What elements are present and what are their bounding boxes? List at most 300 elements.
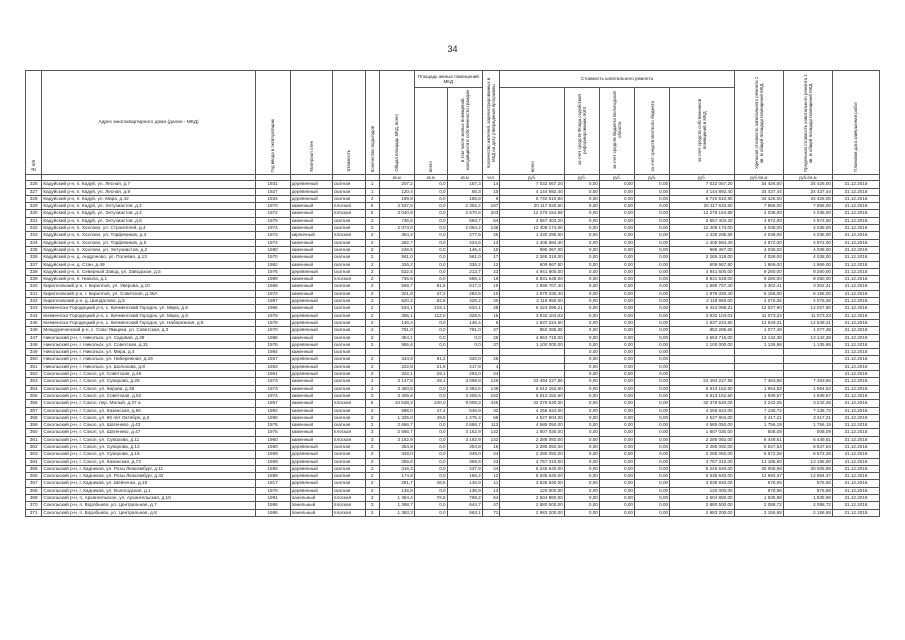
table-cell: панельный xyxy=(290,495,332,502)
table-row xyxy=(26,487,880,494)
table-cell: 0,0 xyxy=(414,509,447,516)
table-cell: 576,65 xyxy=(783,480,832,487)
table-cell: 0,00 xyxy=(635,283,670,290)
table-cell: Сокольский р-н, г. Кадников, ул. Шевченко, д.10 xyxy=(42,480,255,487)
table-cell: деревянный xyxy=(290,195,332,202)
table-cell: 0,0 xyxy=(414,392,447,399)
table-cell: 4 972,00 xyxy=(783,217,832,224)
table-cell: 4 038,00 xyxy=(734,225,783,232)
table-cell: 1 869,00 xyxy=(783,261,832,268)
table-cell: каменный xyxy=(290,414,332,421)
table-cell: 31.12.2018 xyxy=(832,312,879,319)
table-cell: 12 xyxy=(482,261,500,268)
table-cell: 0,00 xyxy=(564,429,599,436)
table-cell: 0,00 xyxy=(564,188,599,195)
table-cell: 31.12.2018 xyxy=(832,181,879,188)
table-cell: 12 408 174,00 xyxy=(500,225,564,232)
table-cell: 0,00 xyxy=(564,312,599,319)
table-cell: 29,1 xyxy=(414,371,447,378)
table-cell: 0,00 xyxy=(599,283,634,290)
table-cell: Никольский р-н, г. Никольск, ул. Набережная, д.29 xyxy=(42,356,255,363)
table-cell xyxy=(500,356,564,363)
table-cell: скатная xyxy=(332,188,365,195)
table-cell: 1 756,19 xyxy=(783,422,832,429)
table-cell: 863,1 xyxy=(447,509,482,516)
table-cell: 336 xyxy=(26,254,42,261)
table-cell: 346 xyxy=(26,327,42,334)
table-cell: 4 144 892,40 xyxy=(670,188,734,195)
col-header-unit-cost: Удельная стоимость капитального ремонта 1 кв. м общей площади помещений МКД xyxy=(734,71,783,175)
table-row xyxy=(26,261,880,268)
table-row xyxy=(26,473,880,480)
table-cell: 6 613 152,60 xyxy=(670,392,734,399)
table-cell: 1970 xyxy=(255,203,290,210)
table-cell: 520,2 xyxy=(379,298,414,305)
table-row xyxy=(26,385,880,392)
table-cell: 0,00 xyxy=(599,414,634,421)
table-cell: 368 xyxy=(26,487,42,494)
table-cell: 31.12.2018 xyxy=(832,487,879,494)
table-cell: скатная xyxy=(332,217,365,224)
table-cell: деревянный xyxy=(290,181,332,188)
table-cell: скатная xyxy=(332,261,365,268)
table-row xyxy=(26,217,880,224)
table-cell: Сокольский р-н, г. Сокол, ул. Суворова, д.15 xyxy=(42,451,255,458)
table-cell: 1 405 584,40 xyxy=(670,239,734,246)
table-cell: 0,00 xyxy=(564,305,599,312)
table-cell: 2 xyxy=(365,480,379,487)
table-cell: 2 504 880,00 xyxy=(670,495,734,502)
table-cell: 791,0 xyxy=(447,327,482,334)
table-cell: 2 xyxy=(365,356,379,363)
table-cell: Кадуйский р-н, п. Кадуй, ул. Энтузиастов, д.6 xyxy=(42,217,255,224)
table-cell: 0,00 xyxy=(564,268,599,275)
table-cell: 23 494 227,86 xyxy=(500,378,564,385)
table-cell: 2 xyxy=(365,465,379,472)
table-cell: 145,9 xyxy=(447,480,482,487)
table-cell: 0,00 xyxy=(635,356,670,363)
table-cell: Кичменгско-Городецкий р-н, с. Кичменгский Городок, ул. Мира, д.5 xyxy=(42,305,255,312)
table-row xyxy=(26,246,880,253)
table-cell: 31.12.2018 xyxy=(832,203,879,210)
table-row xyxy=(26,268,880,275)
table-cell: 2 xyxy=(365,458,379,465)
table-cell: 23 xyxy=(482,458,500,465)
table-cell: 120,4 xyxy=(379,188,414,195)
table-cell: 1 430 295,60 xyxy=(500,232,564,239)
table-cell: 0,00 xyxy=(599,268,634,275)
table-cell: 852 285,65 xyxy=(670,327,734,334)
table-cell: Сокольский р-н, г. Сокол, ул. Шатенево, д.43 xyxy=(42,422,255,429)
table-cell: 4 038,00 xyxy=(734,232,783,239)
table-cell: кирпичный xyxy=(290,232,332,239)
table-cell: 3 657 403,20 xyxy=(500,217,564,224)
table-cell: деревянный xyxy=(290,319,332,326)
table-cell: 31.12.2018 xyxy=(832,458,879,465)
table-cell: 3 932 104,03 xyxy=(500,312,564,319)
table-cell: 2 xyxy=(365,217,379,224)
table-cell: 0,00 xyxy=(564,319,599,326)
table-cell: 4 972,00 xyxy=(783,239,832,246)
table-cell: 0,00 xyxy=(599,254,634,261)
table-cell: 13 142,38 xyxy=(734,334,783,341)
table-cell: 31.12.2018 xyxy=(832,217,879,224)
table-cell: 0,00 xyxy=(635,487,670,494)
table-cell: каменный xyxy=(290,225,332,232)
table-cell: 352 xyxy=(26,371,42,378)
table-cell: 0,00 xyxy=(564,451,599,458)
table-cell: 1 837 224,60 xyxy=(670,319,734,326)
table-cell: 0,00 xyxy=(599,378,634,385)
table-cell: 34 426,00 xyxy=(734,195,783,202)
table-cell: 2 570,6 xyxy=(447,210,482,217)
table-cell: скатная xyxy=(332,319,365,326)
table-cell: 534,1 xyxy=(379,305,414,312)
table-cell: 1 100 000,00 xyxy=(670,341,734,348)
table-cell: 0,00 xyxy=(599,356,634,363)
table-cell: 0,00 xyxy=(564,276,599,283)
table-cell: 329 xyxy=(26,203,42,210)
table-cell: 1927 xyxy=(255,188,290,195)
table-cell: 31.12.2018 xyxy=(832,210,879,217)
table-cell: каменный xyxy=(290,349,332,356)
table-cell: каменный xyxy=(290,276,332,283)
table-cell: 2 983 200,00 xyxy=(500,509,564,516)
table-cell: 348 xyxy=(26,341,42,348)
table-cell: 0,00 xyxy=(599,188,634,195)
table-cell: 0,0 xyxy=(414,188,447,195)
unit-cell: руб. xyxy=(500,175,564,181)
table-cell: 0,0 xyxy=(414,217,447,224)
table-cell: 1 077,48 xyxy=(734,327,783,334)
table-cell: 0,00 xyxy=(564,400,599,407)
table-cell: 12 549,31 xyxy=(734,319,783,326)
table-cell: скатная xyxy=(332,487,365,494)
table-cell: 1976 xyxy=(255,341,290,348)
table-cell: 0,00 xyxy=(564,334,599,341)
table-cell: 12 694,37 xyxy=(734,473,783,480)
table-cell: 354,8 xyxy=(379,443,414,450)
table-cell: 12 027,90 xyxy=(734,305,783,312)
table-cell: скатная xyxy=(332,268,365,275)
table-cell: 6 572,26 xyxy=(783,451,832,458)
table-cell: 0,00 xyxy=(599,305,634,312)
table-cell: 7 463,66 xyxy=(734,378,783,385)
table-cell: 13 186,50 xyxy=(734,458,783,465)
table-cell: деревянный xyxy=(290,487,332,494)
table-cell: 9 280,00 xyxy=(783,268,832,275)
table-cell: 4 038,00 xyxy=(783,225,832,232)
table-cell: скатная xyxy=(332,334,365,341)
table-cell: 0,00 xyxy=(599,495,634,502)
table-cell: 145,4 xyxy=(447,246,482,253)
table-cell: 1 405 584,40 xyxy=(500,239,564,246)
table-cell: 0,00 xyxy=(599,217,634,224)
table-cell: 213,7 xyxy=(447,268,482,275)
table-cell: 320,0 xyxy=(447,356,482,363)
table-cell: 0,00 xyxy=(599,225,634,232)
table-cell: 7 032 067,20 xyxy=(500,181,564,188)
table-cell: 0,0 xyxy=(414,451,447,458)
table-cell: 31.12.2018 xyxy=(832,254,879,261)
table-cell: 31.12.2018 xyxy=(832,341,879,348)
table-cell: 0,00 xyxy=(599,246,634,253)
table-cell: 1975 xyxy=(255,429,290,436)
table-cell: 3 538 840,00 xyxy=(670,480,734,487)
table-cell: 349,0 xyxy=(379,451,414,458)
table-cell: 0,00 xyxy=(635,509,670,516)
table-cell: 31.12.2018 xyxy=(832,261,879,268)
table-cell: 10 xyxy=(482,290,500,297)
col-header-cost-local: за счет средств местного бюджета xyxy=(635,88,670,175)
table-cell: 3 xyxy=(365,436,379,443)
table-cell: 1976 xyxy=(255,487,290,494)
table-cell: 207,2 xyxy=(379,181,414,188)
table-cell: 0,00 xyxy=(599,239,634,246)
table-cell: Сокольский р-н, п. Архангельское, ул. Архангельская, д.10 xyxy=(42,495,255,502)
table-cell: Кадуйский р-н, п. Кадуй, ул. Мира, д.42 xyxy=(42,195,255,202)
table-cell: 508,09 xyxy=(734,429,783,436)
table-cell: 326,2 xyxy=(379,261,414,268)
table-cell: скатная xyxy=(332,363,365,370)
table-cell: 0,0 xyxy=(414,473,447,480)
table-cell: 0,00 xyxy=(564,371,599,378)
table-cell: 0,00 xyxy=(564,195,599,202)
table-cell: 3 302,41 xyxy=(783,283,832,290)
table-cell: 4 038,00 xyxy=(783,246,832,253)
table-cell: 0,0 xyxy=(414,268,447,275)
table-cell: 2 xyxy=(365,276,379,283)
table-cell: 31.12.2018 xyxy=(832,232,879,239)
table-cell: 3 417,21 xyxy=(734,414,783,421)
table-cell: 344 xyxy=(26,312,42,319)
table-cell: 0,00 xyxy=(635,261,670,268)
table-cell: 351 xyxy=(26,363,42,370)
table-cell: 0,00 xyxy=(599,276,634,283)
table-row xyxy=(26,210,880,217)
table-cell: 1996 xyxy=(255,414,290,421)
table-cell: 3 538 840,00 xyxy=(500,480,564,487)
table-cell: 2 285 092,00 xyxy=(500,451,564,458)
table-cell: 4 653 715,00 xyxy=(500,334,564,341)
table-cell: каменный xyxy=(290,400,332,407)
table-cell: 2 xyxy=(365,246,379,253)
table-cell: 0,00 xyxy=(564,232,599,239)
table-cell: 0,0 xyxy=(414,210,447,217)
table-row xyxy=(26,495,880,502)
table-cell: 2 155,88 xyxy=(734,509,783,516)
table-cell: 138 xyxy=(482,225,500,232)
table-cell: 3 xyxy=(365,509,379,516)
table-cell: 0,0 xyxy=(414,276,447,283)
table-cell: 347 xyxy=(26,334,42,341)
table-cell: 2 xyxy=(365,334,379,341)
table-cell: плоская xyxy=(332,436,365,443)
table-cell: Кичменгско-Городецкий р-н, с. Кичменгский Городок, ул. Мира, д.6 xyxy=(42,312,255,319)
table-cell: 6 613 152,60 xyxy=(500,392,564,399)
table-cell: 4 038,00 xyxy=(734,254,783,261)
table-row xyxy=(26,290,880,297)
table-cell: скатная xyxy=(332,283,365,290)
table-cell: 1 325,0 xyxy=(379,414,414,421)
table-cell: Сокольский р-н, г. Кадников, ул. Вологодская, д.1 xyxy=(42,487,255,494)
table-cell: 6 831 648,00 xyxy=(670,276,734,283)
table-cell: каменный xyxy=(290,239,332,246)
table-cell: 0,0 xyxy=(414,181,447,188)
table-cell: деревянный xyxy=(290,473,332,480)
table-cell: 31.12.2018 xyxy=(832,392,879,399)
table-cell: 1 364,4 xyxy=(379,495,414,502)
page-number: 34 xyxy=(447,44,458,54)
table-cell: 532,5 xyxy=(379,268,414,275)
table-cell: 32 378 520,00 xyxy=(500,400,564,407)
table-cell: 0,0 xyxy=(414,239,447,246)
table-cell: 26 xyxy=(482,356,500,363)
table-cell: 0,00 xyxy=(635,327,670,334)
table-cell: 13 142,38 xyxy=(783,334,832,341)
table-cell: 2 xyxy=(365,298,379,305)
table-cell: 3 242,25 xyxy=(783,400,832,407)
table-cell: 0,00 xyxy=(599,480,634,487)
table-cell: 0,00 xyxy=(599,203,634,210)
table-cell: 31.12.2018 xyxy=(832,414,879,421)
table-cell: 2 xyxy=(365,341,379,348)
table-cell: 217,8 xyxy=(447,363,482,370)
table-cell: скатная xyxy=(332,290,365,297)
table-cell: 1 954,53 xyxy=(734,385,783,392)
table-cell: 1980 xyxy=(255,246,290,253)
table-cell: 0,00 xyxy=(599,195,634,202)
table-row xyxy=(26,363,880,370)
table-cell xyxy=(365,349,379,356)
table-cell: 20 117 633,60 xyxy=(500,203,564,210)
table-cell: 142 xyxy=(482,429,500,436)
table-cell: 343 xyxy=(26,305,42,312)
table-cell: Сокольский р-н, г. Сокол, ул. Суворова, д.11 xyxy=(42,436,255,443)
table-cell: 1974 xyxy=(255,225,290,232)
table-cell: 4 075,36 xyxy=(734,298,783,305)
col-header-floors: Этажность xyxy=(332,71,365,175)
unit-cell: кв.м xyxy=(414,175,447,181)
table-cell: 3 657 403,20 xyxy=(670,217,734,224)
table-cell: каменный xyxy=(290,283,332,290)
table-cell: 25 xyxy=(482,334,500,341)
table-cell: 344,9 xyxy=(379,356,414,363)
table-cell: 2 285 092,00 xyxy=(500,443,564,450)
table-cell: Сокольский р-н, п. Воробьево, ул. Центральная, д.7 xyxy=(42,502,255,509)
table-cell: 0,00 xyxy=(635,436,670,443)
table-cell: 3 932 104,03 xyxy=(670,312,734,319)
table-cell: 31.12.2018 xyxy=(832,298,879,305)
table-cell: 0,00 xyxy=(564,349,599,356)
table-cell: 152 xyxy=(482,392,500,399)
table-cell: 0,00 xyxy=(599,319,634,326)
table-cell: 1975 xyxy=(255,217,290,224)
table-cell: каменный xyxy=(290,422,332,429)
table-cell: 3 417,21 xyxy=(783,414,832,421)
table-cell: плоская xyxy=(332,509,365,516)
table-cell: 0,0 xyxy=(414,195,447,202)
col-header-number: № п/п xyxy=(26,71,42,175)
table-row xyxy=(26,319,880,326)
table-cell: 359,6 xyxy=(447,458,482,465)
table-cell: каменный xyxy=(290,436,332,443)
table-cell: 0,00 xyxy=(635,341,670,348)
table-cell: 157,3 xyxy=(447,181,482,188)
table-cell: 0,00 xyxy=(564,487,599,494)
table-cell: деревянный xyxy=(290,451,332,458)
table-cell: 0,00 xyxy=(635,480,670,487)
table-cell: панельный xyxy=(290,509,332,516)
table-cell: 2 xyxy=(365,451,379,458)
table-cell: Сокольский р-н, г. Сокол, ул. Казанская, д.73 xyxy=(42,458,255,465)
table-cell: 0,0 xyxy=(414,232,447,239)
table-cell: 1968 xyxy=(255,283,290,290)
table-cell: 0,00 xyxy=(564,473,599,480)
table-cell: 0,00 xyxy=(564,298,599,305)
table-cell: 1992 xyxy=(255,407,290,414)
table-row xyxy=(26,195,880,202)
table-cell: Кирилловский р-н, д. Шиндалово, д.5 xyxy=(42,298,255,305)
table-cell: 4 585 050,00 xyxy=(500,422,564,429)
table-cell: 0,0 xyxy=(414,334,447,341)
table-cell: 4 256 624,00 xyxy=(670,407,734,414)
table-cell: 7 136,72 xyxy=(783,407,832,414)
table-cell: деревянный xyxy=(290,458,332,465)
table-cell: 0,00 xyxy=(564,217,599,224)
table-cell: Сокольский р-н, г. Кадников, ул. Розы Люксембург, д.32 xyxy=(42,473,255,480)
table-cell: 1917 xyxy=(255,480,290,487)
table-cell: 446 xyxy=(482,400,500,407)
table-cell: 20 xyxy=(482,298,500,305)
table-cell: 316,3 xyxy=(379,465,414,472)
table-cell: 31.12.2018 xyxy=(832,363,879,370)
table-cell: 3 383,5 xyxy=(379,385,414,392)
table-cell: 2 xyxy=(365,195,379,202)
table-cell: 34 426,00 xyxy=(783,181,832,188)
table-cell: 31.12.2018 xyxy=(832,385,879,392)
table-cell: 791,0 xyxy=(379,327,414,334)
table-cell: скатная xyxy=(332,356,365,363)
table-cell: 0,00 xyxy=(599,334,634,341)
table-cell: 360 xyxy=(26,429,42,436)
table-cell: скатная xyxy=(332,451,365,458)
table-cell: 609 667,80 xyxy=(670,261,734,268)
table-cell: 335 xyxy=(26,246,42,253)
table-cell: 0,00 xyxy=(635,495,670,502)
table-row xyxy=(26,283,880,290)
table-row xyxy=(26,392,880,399)
table-cell: Кадуйский р-н, п. Кадуй, ул. Энтузиастов, д.4 xyxy=(42,210,255,217)
table-cell: 2 285 092,00 xyxy=(670,443,734,450)
unit-cell: чел. xyxy=(482,175,500,181)
table-cell: 31.12.2018 xyxy=(832,356,879,363)
table-cell: 4 585 050,00 xyxy=(670,422,734,429)
table-cell: 0,00 xyxy=(564,436,599,443)
table-body xyxy=(26,181,880,517)
table-cell: 0,00 xyxy=(635,429,670,436)
table-cell: 146,4 xyxy=(447,319,482,326)
table-cell: 31.12.2018 xyxy=(832,239,879,246)
table-cell: каменный xyxy=(290,305,332,312)
table-cell: 2 xyxy=(365,232,379,239)
table-cell: 2 265 318,00 xyxy=(500,254,564,261)
table-cell: 2 xyxy=(365,254,379,261)
table-cell: 0,00 xyxy=(599,371,634,378)
table-cell xyxy=(783,356,832,363)
table-cell: 2 xyxy=(365,290,379,297)
table-cell: скатная xyxy=(332,473,365,480)
